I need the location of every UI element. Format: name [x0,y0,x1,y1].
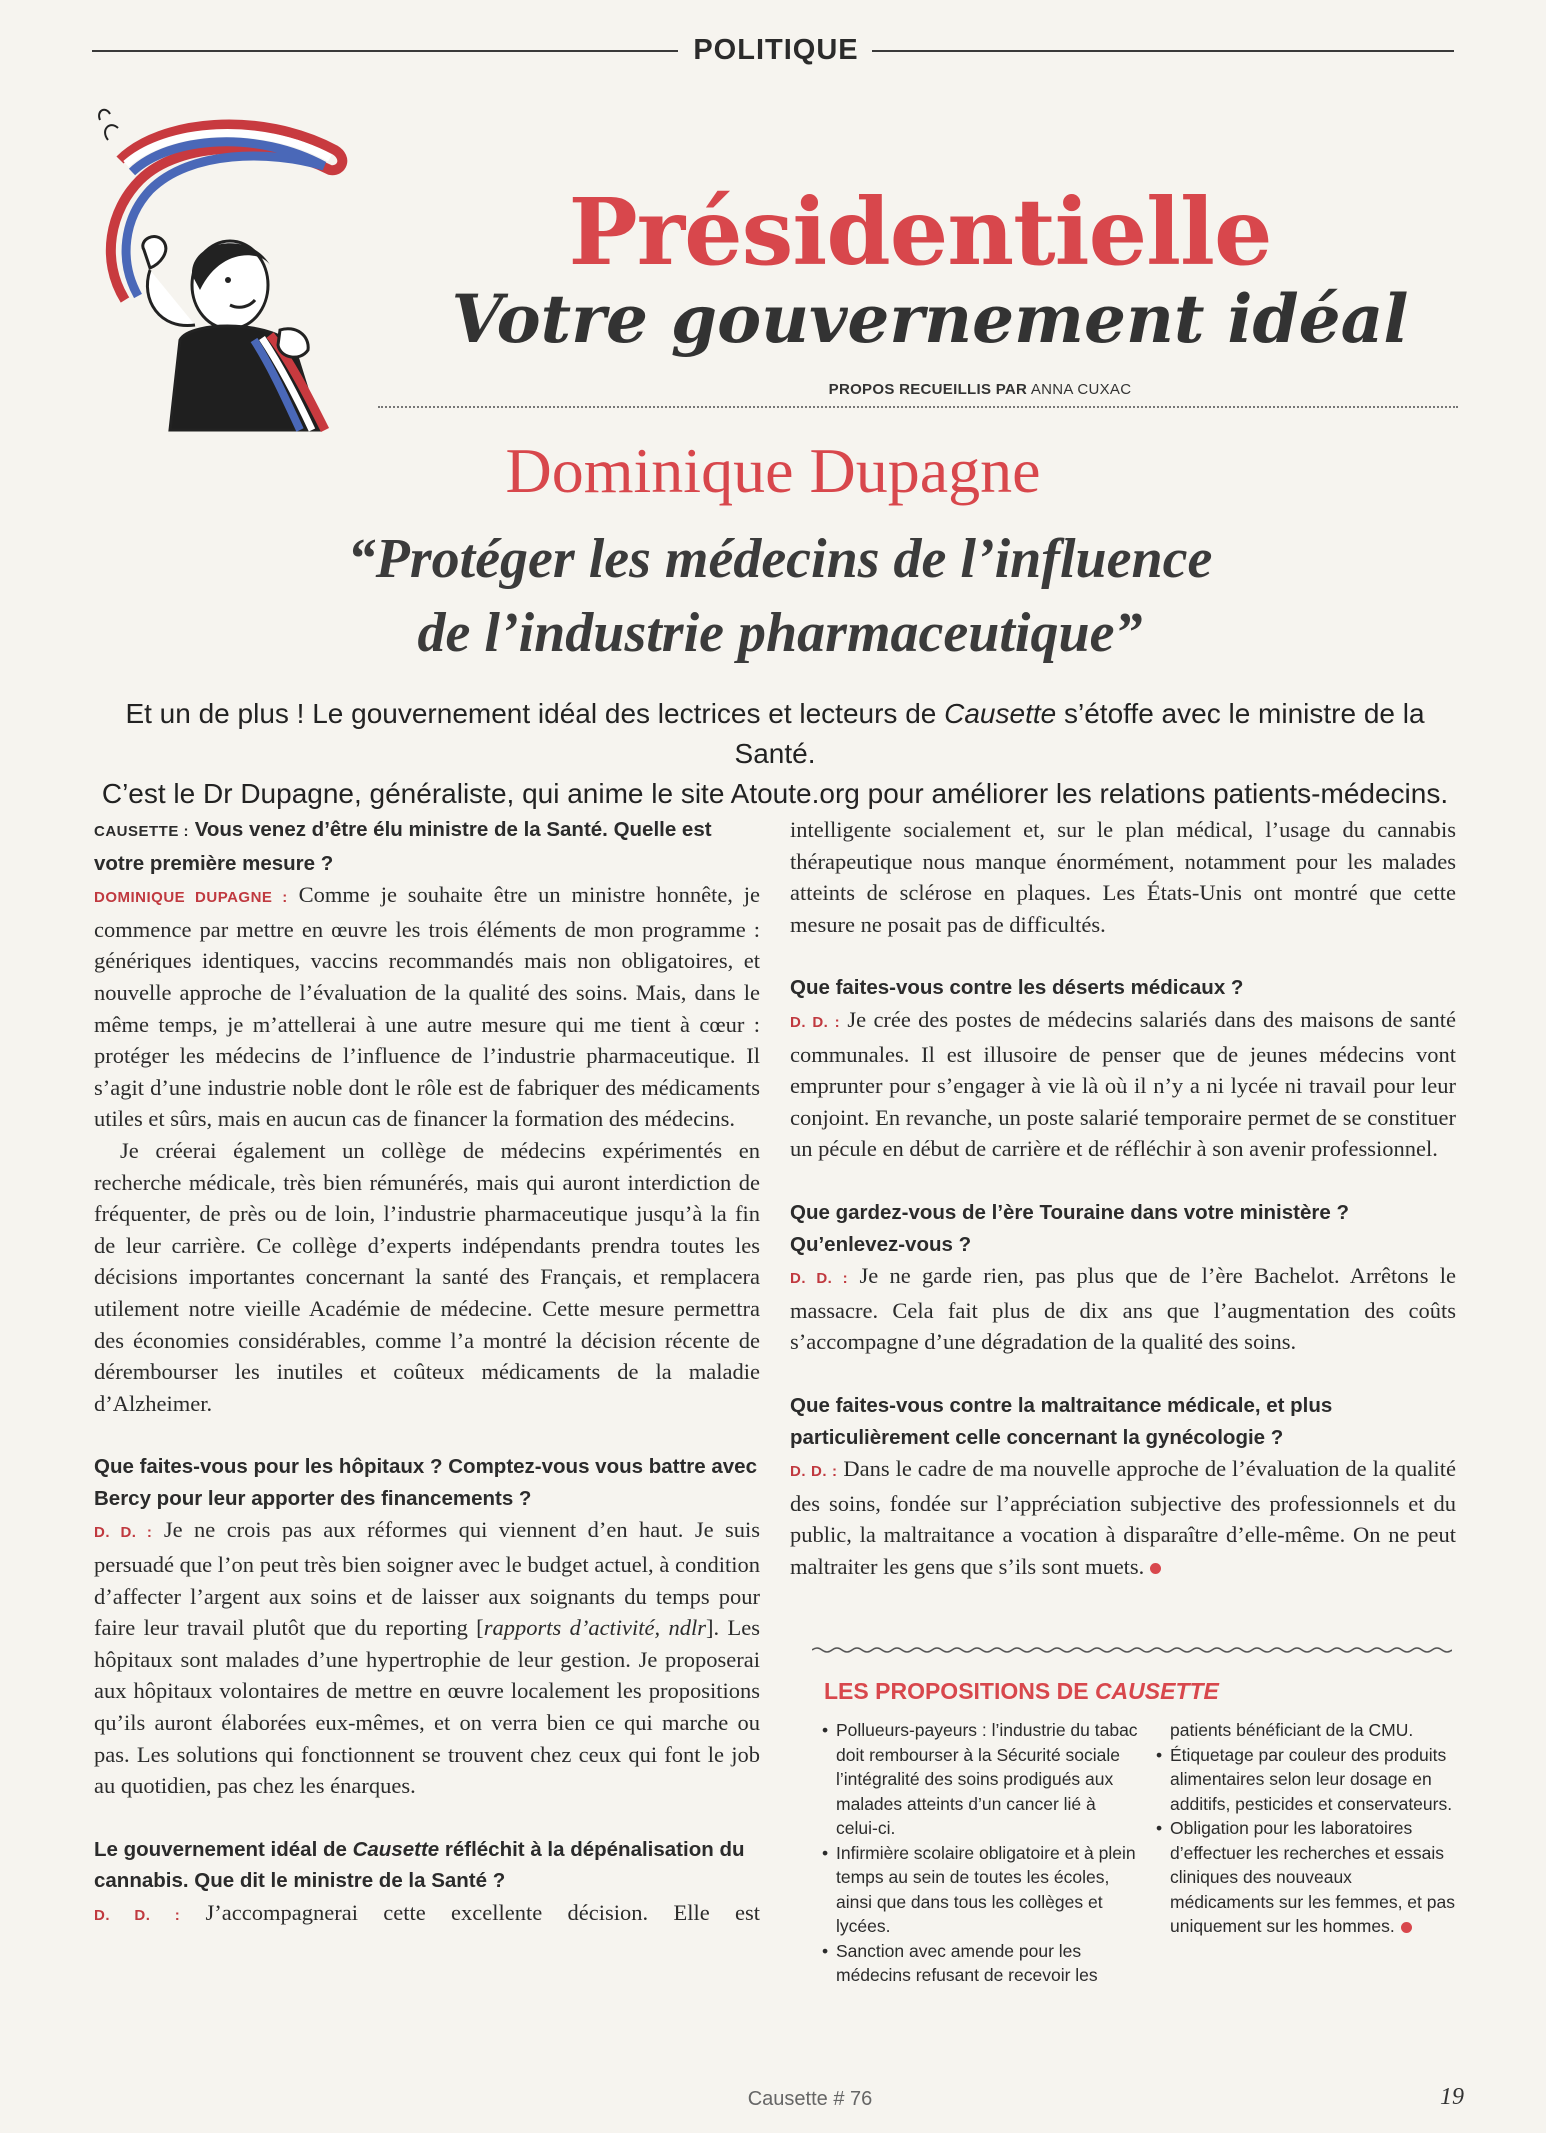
intro-line-2: C’est le Dr Dupagne, généraliste, qui anime le site Atoute.org pour améliorer les relations patients-médecins. [101,778,1449,809]
question-text: réfléchit à la dépénalisation du cannabis. Que dit le ministre de la Santé ? [94,1837,745,1893]
answer-2 [94,1514,760,1801]
answer-3 [94,1897,760,1932]
end-mark-icon [1401,1922,1412,1933]
speaker-dd: D. D. : [94,1907,181,1924]
pull-quote-line-1: “Protéger les médecins de l’influence [347,528,1213,590]
right-column [790,814,1456,1582]
wavy-divider [812,1646,1452,1654]
page-number: 19 [1440,2084,1464,2110]
cartoon-illustration [80,100,380,440]
speaker-causette: CAUSETTE : [94,823,189,840]
magazine-name: CAUSETTE [1094,1678,1219,1704]
answer-text: Je crée des postes de médecins salariés dans des maisons de santé communales. Il est illusoire de penser que de jeunes médecins vont emprunter pour s’engager à vie là où il n’y a ni lycée ni travail pour leur conjoint. En revanche, un poste salarié temporaire permet de se constituer un pécule en début de carrière et de réfléchir à son avenir professionnel. [790,1006,1456,1162]
intro-text: Et un de plus ! Le gouvernement idéal des lectrices et lecteurs de [125,698,945,729]
answer-text: Comme je souhaite être un ministre honnête, je commence par mettre en œuvre les trois éléments de mon programme : génériques identiques, vaccins recommandés mais non obligatoires, et nouvelle approche de l’évaluation de la qualité des soins. Mais, dans le même temps, je m’attellerai à une autre mesure qui me tient à cœur : protéger les médecins de l’influence de l’industrie pharmaceutique. Il s’agit d’une industrie noble dont le rôle est de fabriquer des médicaments utiles et sûrs, mais en aucun cas de financer la formation des médecins. [94,882,760,1132]
box-column-2 [1156,1718,1456,1939]
answer-1 [94,879,760,1135]
footer-magazine-issue: Causette # 76 [747,2088,873,2110]
speaker-dd: D. D. : [790,1270,849,1288]
answer-1-continued: Je créerai également un collège de médecins expérimentés en recherche médicale, très bien rémunérés, mais qui auront interdiction de fréquenter, de près ou de loin, l’industrie pharmaceutique jusqu’à la fin de leur carrière. Ce collège d’experts indépendants prendra toutes les décisions importantes concernant la santé des Français, et remplacera utilement notre vieille Académie de médecine. Cette mesure permettra des économies considérables, comme l’a montré la décision récente de dérembourser les inutiles et coûteux médicaments de la maladie d’Alzheimer. [94,1137,760,1416]
speaker-dd: D. D. : [94,1524,153,1542]
proposal-item: • Sanction avec amende pour les médecins refusant de recevoir les [822,1939,1140,1988]
question-3 [94,1834,760,1897]
subheadline: Votre gouvernement idéal [451,280,1409,358]
box-title-text: LES PROPOSITIONS DE [824,1678,1095,1704]
speaker-dupagne: DOMINIQUE DUPAGNE : [94,889,288,907]
intro-line-1 [90,694,1460,774]
question-5: Que gardez-vous de l’ère Touraine dans votre ministère ? Qu’enlevez-vous ? [790,1200,1349,1256]
rubric-rule-right [872,50,1454,52]
answer-4 [790,1004,1456,1165]
speaker-dd: D. D. : [790,1013,841,1031]
pull-quote-line-2: de l’industrie pharmaceutique” [417,602,1143,664]
proposal-item [1156,1816,1456,1939]
dotted-divider [378,406,1458,408]
rubric-rule-left [92,50,678,52]
proposals-list [822,1718,1140,1988]
byline-author: ANNA CUXAC [1030,381,1132,398]
editor-note: rapports d’activité, ndlr [483,1615,707,1641]
answer-text: Dans le cadre de ma nouvelle approche de l’évaluation de la qualité des soins, fondée sur l’appréciation subjective des professionnels et du public, la maltraitance a vocation à disparaître d’elle-même. On ne peut maltraiter les gens que s’ils sont muets. [790,1456,1457,1579]
question-4: Que faites-vous contre les déserts médicaux ? [790,976,1244,1000]
question-2: Que faites-vous pour les hôpitaux ? Comptez-vous vous battre avec Bercy pour leur apporter des financements ? [94,1455,757,1510]
left-column [94,814,760,1932]
question-6: Que faites-vous contre la maltraitance médicale, et plus particulièrement celle concernant la gynécologie ? [790,1393,1333,1449]
proposal-item-continued: patients bénéficiant de la CMU. [1170,1720,1414,1740]
intro-text: s’étoffe avec le ministre de la Santé. [734,698,1425,769]
answer-text: Je ne crois pas aux réformes qui viennent d’en haut. Je suis persuadé que l’on peut très bien soigner avec le budget actuel, à condition d’affecter l’argent aux soins et de laisser aux soignants du temps pour faire leur travail plutôt que du reporting [ [94,1517,761,1641]
section-rubric: POLITIQUE [693,34,859,66]
intro-paragraph [90,694,1460,814]
magazine-name: Causette [352,1837,440,1861]
box-column-1 [822,1718,1140,1988]
proposal-item: • Étiquetage par couleur des produits alimentaires selon leur dosage en additifs, pesticides et conservateurs. [1156,1743,1456,1817]
question-text: Le gouvernement idéal de [94,1837,353,1861]
proposal-text: Obligation pour les laboratoires d’effectuer les recherches et essais cliniques des nouveaux médicaments sur les femmes, et pas uniquement sur les hommes. [1170,1818,1455,1936]
question-text: Vous venez d’être élu ministre de la Santé. Quelle est votre première mesure ? [94,818,712,875]
byline [700,381,1260,398]
box-title [824,1678,1219,1705]
answer-6 [790,1453,1456,1582]
answer-text: ]. Les hôpitaux sont malades d’une hypertrophie de leur gestion. Je proposerai aux hôpitaux volontaires de mettre en œuvre localement les propositions qu’ils auront élaborées eux-mêmes, et on verra bien ce qui marche ou pas. Les solutions qui fonctionnent se trouvent chez ceux qui font le job au quotidien, pas chez les énarques. [94,1615,761,1799]
headline: Présidentielle [568,178,1272,286]
proposal-item: • Pollueurs-payeurs : l’industrie du tabac doit rembourser à la Sécurité sociale l’intégralité des soins prodigués aux malades atteints d’un cancer lié à celui-ci. [822,1718,1140,1841]
question-1 [94,814,760,879]
answer-text: J’accompagnerai cette excellente décision. Elle est [205,1900,760,1925]
interviewee-name: Dominique Dupagne [505,435,1041,506]
answer-text: Je ne garde rien, pas plus que de l’ère Bachelot. Arrêtons le massacre. Cela fait plus de dix ans que l’augmentation des coûts s’accompagne d’une dégradation de la qualité des soins. [790,1263,1456,1355]
proposal-item: • Infirmière scolaire obligatoire et à plein temps au sein de toutes les écoles, ainsi que dans tous les collèges et lycées. [822,1841,1140,1939]
end-mark-icon [1150,1563,1161,1574]
magazine-name: Causette [944,698,1057,729]
proposals-list [1156,1718,1456,1939]
answer-3-continued: intelligente socialement et, sur le plan médical, l’usage du cannabis thérapeutique nous manque énormément, notamment pour les malades atteints de sclérose en plaques. Les États-Unis ont montré que cette mesure ne posait pas de difficultés. [790,817,1456,937]
byline-label: PROPOS RECUEILLIS PAR [828,381,1028,398]
speaker-dd: D. D. : [790,1463,838,1481]
pull-quote [180,522,1380,670]
answer-5 [790,1260,1456,1358]
